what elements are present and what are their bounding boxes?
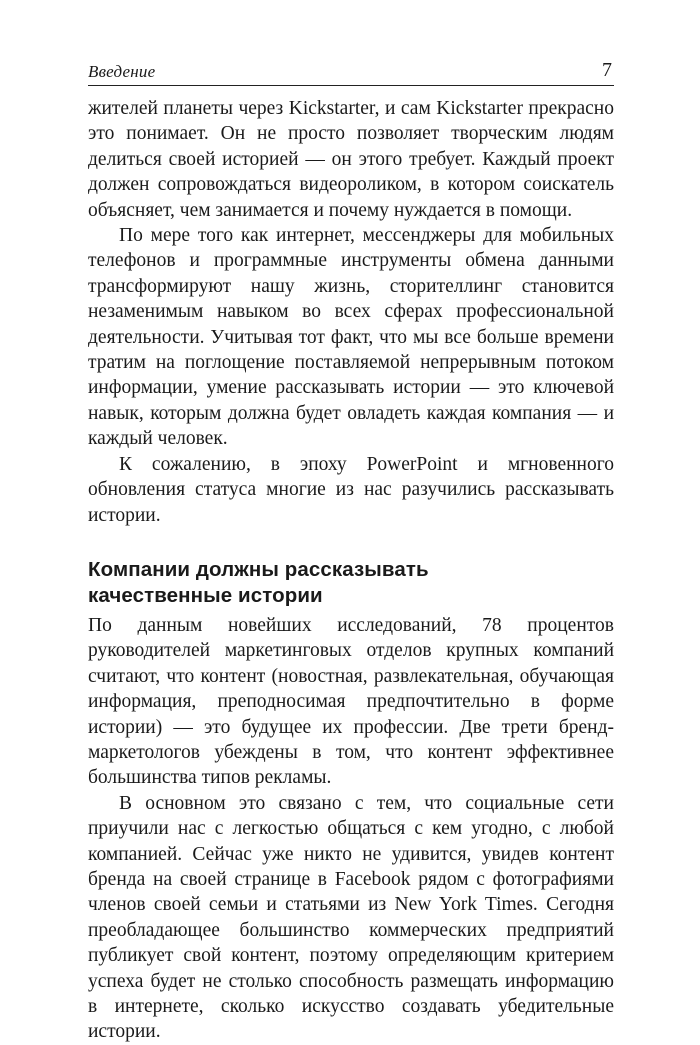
section-heading-line-1: Компании должны рассказывать xyxy=(88,557,429,581)
paragraph: В основном это связано с тем, что социальные сети приучили нас с легкостью общаться с кем угодно, с любой компанией. Сейчас уже никто не удивится, увидев контент бренда на своей странице в Facebook рядом с фотографиями членов своей семьи и статьями из New York Times. Сегодня преобладающее большинство коммерческих предприятий публикует свой контент, поэтому определяющим критерием успеха будет не столько способность размещать информацию в интернете, сколько искусство создавать убедительные истории. xyxy=(88,792,614,1043)
running-head-section: Введение xyxy=(88,62,156,81)
paragraph: По мере того как интернет, мессенджеры для мобильных телефонов и программные инструменты обмена данными трансформируют нашу жизнь, сторителлинг становится незаменимым навыком во всех сферах профессиональной деятельности. Учитывая тот факт, что мы все больше времени тратим на поглощение поставляемой непрерывным потоком информации, умение рассказывать истории — это ключевой навык, которым должна будет овладеть каждая компания — и каждый человек. xyxy=(88,225,614,450)
paragraph-continued: жителей планеты через Kickstarter, и сам Kickstarter прекрасно это понимает. Он не просто позволяет творческим людям делиться своей историей — он этого требует. Каждый проект должен сопровождаться видеороликом, в котором соискатель объясняет, чем занимается и почему нуждается в помощи. xyxy=(88,98,614,221)
paragraph: К сожалению, в эпоху PowerPoint и мгновенного обновления статуса многие из нас разучились рассказывать истории. xyxy=(88,453,614,526)
section-heading xyxy=(88,557,614,609)
running-header xyxy=(88,54,614,86)
book-page xyxy=(88,54,614,1045)
paragraph: По данным новейших исследований, 78 процентов руководителей маркетинговых отделов крупных компаний считают, что контент (новостная, развлекательная, обучающая информация, преподносимая предпочтительно в форме истории) — это будущее их профессии. Две трети бренд-маркетологов убеждены в том, что контент эффективнее большинства типов рекламы. xyxy=(88,614,614,789)
section-heading-line-2: качественные истории xyxy=(88,583,323,607)
page-body xyxy=(88,96,614,1045)
page-number: 7 xyxy=(602,59,612,81)
